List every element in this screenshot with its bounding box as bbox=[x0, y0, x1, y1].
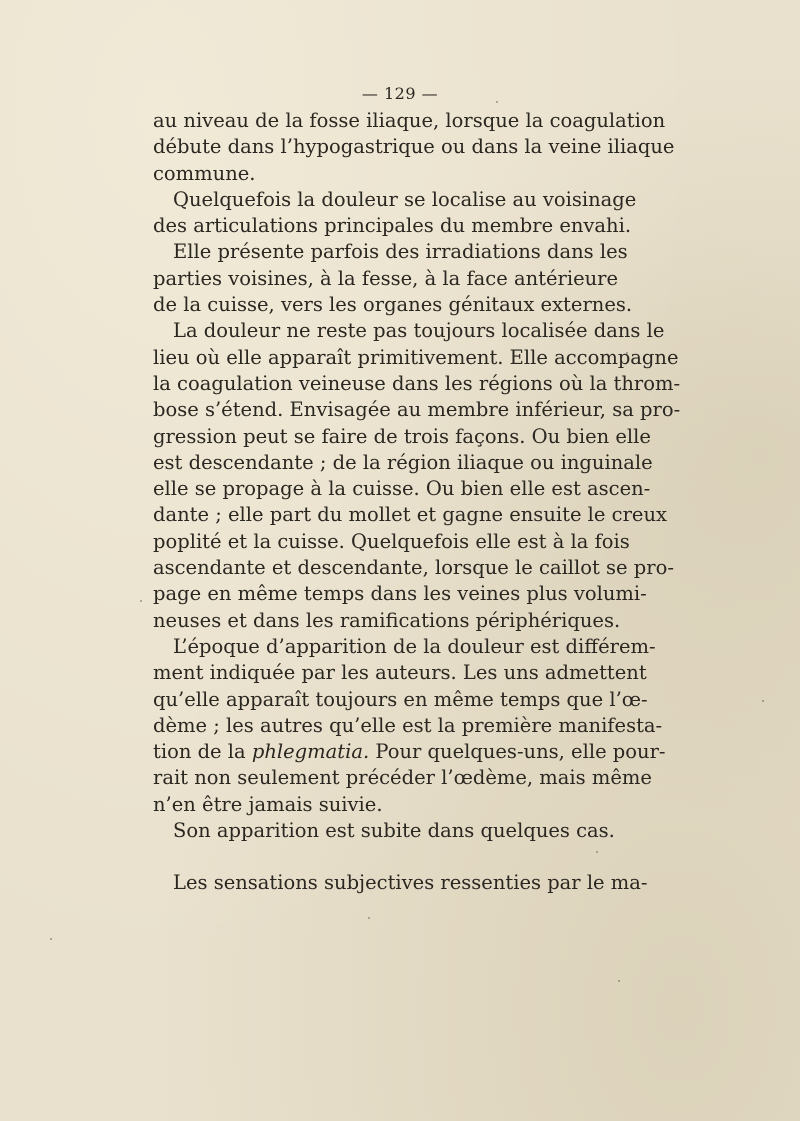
paper-speck bbox=[596, 851, 598, 853]
text-segment: tion de la bbox=[153, 740, 252, 764]
paragraph-gap bbox=[153, 844, 615, 870]
text-line: rait non seulement précéder l’œdème, mais même bbox=[153, 766, 652, 790]
page-number: — 129 — bbox=[361, 84, 439, 103]
text-line: débute dans l’hypogastrique ou dans la veine iliaque bbox=[153, 135, 675, 159]
text-line: Son apparition est subite dans quelques cas. bbox=[173, 819, 615, 843]
italic-term: phlegmatia. bbox=[251, 740, 370, 764]
text-line: commune. bbox=[153, 161, 256, 185]
body-text bbox=[153, 108, 681, 897]
paper-speck bbox=[50, 938, 52, 940]
text-line: gression peut se faire de trois façons. Ou bien elle bbox=[153, 424, 651, 448]
text-line: page en même temps dans les veines plus volumi- bbox=[153, 582, 647, 606]
text-line: L’époque d’apparition de la douleur est différem- bbox=[173, 634, 656, 658]
text-line: elle se propage à la cuisse. Ou bien elle est ascen- bbox=[153, 477, 651, 501]
text-line: qu’elle apparaît toujours en même temps que l’œ- bbox=[153, 687, 648, 711]
paper-speck bbox=[140, 600, 142, 602]
text-line: dante ; elle part du mollet et gagne ensuite le creux bbox=[153, 503, 667, 527]
paper-speck bbox=[626, 352, 628, 354]
text-line: la coagulation veineuse dans les régions où la throm- bbox=[153, 371, 681, 395]
text-segment: Pour quelques-uns, elle pour- bbox=[369, 740, 666, 764]
text-line: neuses et dans les ramifications périphériques. bbox=[153, 608, 621, 632]
text-line: au niveau de la fosse iliaque, lorsque la coagulation bbox=[153, 109, 666, 132]
text-line: des articulations principales du membre envahi. bbox=[153, 214, 632, 238]
paper-speck bbox=[762, 700, 764, 702]
text-line bbox=[153, 739, 666, 765]
text-line: n’en être jamais suivie. bbox=[153, 792, 383, 816]
text-line: ment indiquée par les auteurs. Les uns admettent bbox=[153, 661, 647, 685]
paper-speck bbox=[618, 980, 620, 982]
text-line: est descendante ; de la région iliaque ou inguinale bbox=[153, 450, 653, 474]
text-line: Quelquefois la douleur se localise au voisinage bbox=[173, 187, 637, 211]
text-line: La douleur ne reste pas toujours localisée dans le bbox=[173, 319, 665, 343]
paper-speck bbox=[496, 101, 498, 103]
text-line: de la cuisse, vers les organes génitaux externes. bbox=[153, 293, 633, 317]
text-line: lieu où elle apparaît primitivement. Elle accompagne bbox=[153, 345, 679, 369]
text-line: Les sensations subjectives ressenties par le ma- bbox=[173, 871, 648, 895]
text-line: poplité et la cuisse. Quelquefois elle est à la fois bbox=[153, 529, 630, 553]
text-line: parties voisines, à la fesse, à la face antérieure bbox=[153, 266, 619, 290]
text-line: ascendante et descendante, lorsque le caillot se pro- bbox=[153, 556, 674, 580]
text-line: dème ; les autres qu’elle est la première manifesta- bbox=[153, 713, 663, 737]
text-line: Elle présente parfois des irradiations dans les bbox=[173, 240, 628, 264]
text-line: bose s’étend. Envisagée au membre inférieur, sa pro- bbox=[153, 398, 681, 422]
paper-speck bbox=[368, 917, 370, 919]
